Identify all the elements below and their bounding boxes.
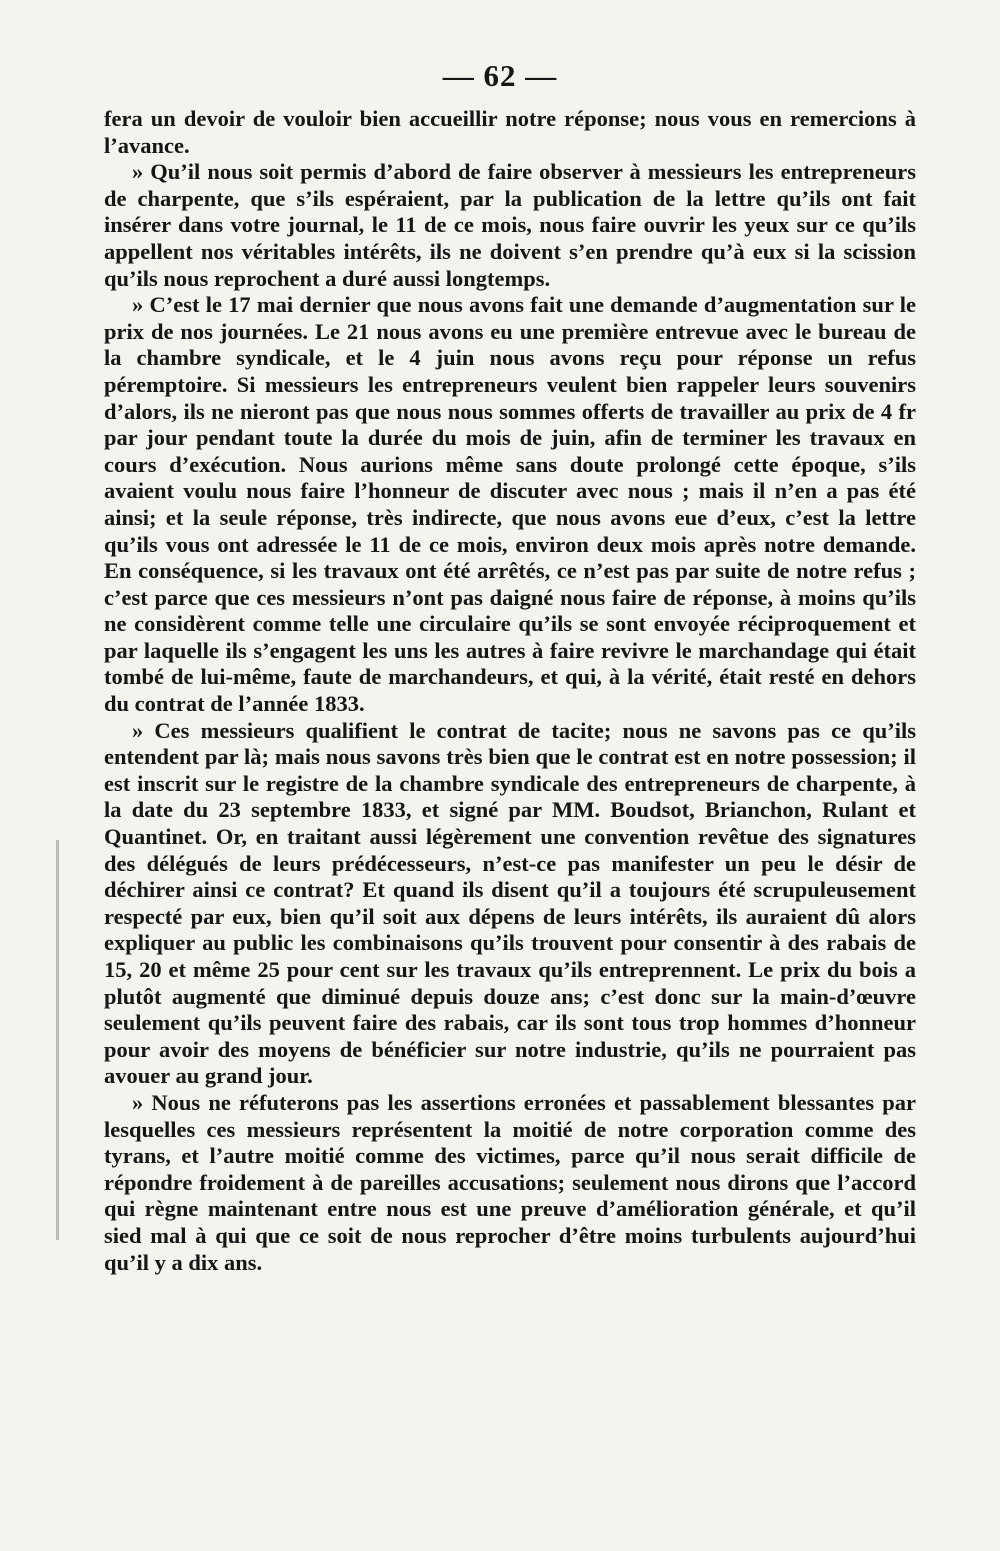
margin-pencil-mark xyxy=(56,840,77,1240)
page-number: — 62 — xyxy=(442,58,558,93)
paragraph-2: » Qu’il nous soit permis d’abord de faire observer à messieurs les entrepreneurs de charpente, que s’ils espéraient, par la publication de la lettre qu’ils ont fait insérer dans votre journal, le 11 de ce mois, nous faire ouvrir les yeux sur ce qu’ils appellent nos véritables intérêts, ils ne doivent s’en prendre qu’à eux si la scission qu’ils nous reprochent a duré aussi longtemps. xyxy=(104,159,916,291)
paragraph-4: » Ces messieurs qualifient le contrat de tacite; nous ne savons pas ce qu’ils entendent par là; mais nous savons très bien que le contrat est en notre possession; il est inscrit sur le registre de la chambre syndicale des entrepreneurs de charpente, à la date du 23 septembre 1833, et signé par MM. Boudsot, Brianchon, Rulant et Quantinet. Or, en traitant aussi légèrement une convention revêtue des signatures des délégués de leurs prédécesseurs, n’est-ce pas manifester un peu le désir de déchirer ainsi ce contrat? Et quand ils disent qu’il a toujours été scrupuleusement respecté par eux, bien qu’il soit aux dépens de leurs intérêts, ils auraient dû alors expliquer au public les combinaisons qu’ils trouvent pour consentir à des rabais de 15, 20 et même 25 pour cent sur les travaux qu’ils entreprennent. Le prix du bois a plutôt augmenté que diminué depuis douze ans; c’est donc sur la main-d’œuvre seulement qu’ils peuvent faire des rabais, car ils sont tous trop hommes d’honneur pour avoir des moyens de bénéficier sur notre industrie, qu’ils ne pourraient pas avouer au grand jour. xyxy=(104,717,916,1089)
body-text xyxy=(104,106,916,1276)
paragraph-5: » Nous ne réfuterons pas les assertions erronées et passablement blessantes par lesquelles ces messieurs représentent la moitié de notre corporation comme des tyrans, et l’autre moitié comme des victimes, parce qu’il nous serait difficile de répondre froidement à de pareilles accusations; seulement nous dirons que l’accord qui règne maintenant entre nous est une preuve d’amélioration générale, et qu’il sied mal à qui que ce soit de nous reprocher d’être moins turbulents aujourd’hui qu’il y a dix ans. xyxy=(104,1089,916,1275)
paragraph-3: » C’est le 17 mai dernier que nous avons fait une demande d’augmentation sur le prix de nos journées. Le 21 nous avons eu une première entrevue avec le bureau de la chambre syndicale, et le 4 juin nous avons reçu pour réponse un refus péremptoire. Si messieurs les entrepreneurs veulent bien rappeler leurs souvenirs d’alors, ils ne nieront pas que nous nous sommes offerts de travailler au prix de 4 fr par jour pendant toute la durée du mois de juin, afin de terminer les travaux en cours d’exécution. Nous aurions même sans doute prolongé cette époque, s’ils avaient voulu nous faire l’honneur de discuter avec nous ; mais il n’en a pas été ainsi; et la seule réponse, très indirecte, que nous avons eue d’eux, c’est la lettre qu’ils vous ont adressée le 11 de ce mois, environ deux mois après notre demande. En conséquence, si les travaux ont été arrêtés, ce n’est pas par suite de notre refus ; c’est parce que ces messieurs n’ont pas daigné nous faire de réponse, à moins qu’ils ne considèrent comme telle une circulaire qu’ils se sont envoyée réciproquement et par laquelle ils s’engagent les uns les autres à faire revivre le marchandage qui était tombé de lui-même, faute de marchandeurs, et qui, à la vérité, était resté en dehors du contrat de l’année 1833. xyxy=(104,292,916,717)
paragraph-1: fera un devoir de vouloir bien accueillir notre réponse; nous vous en remercions à l’avance. xyxy=(104,106,916,158)
